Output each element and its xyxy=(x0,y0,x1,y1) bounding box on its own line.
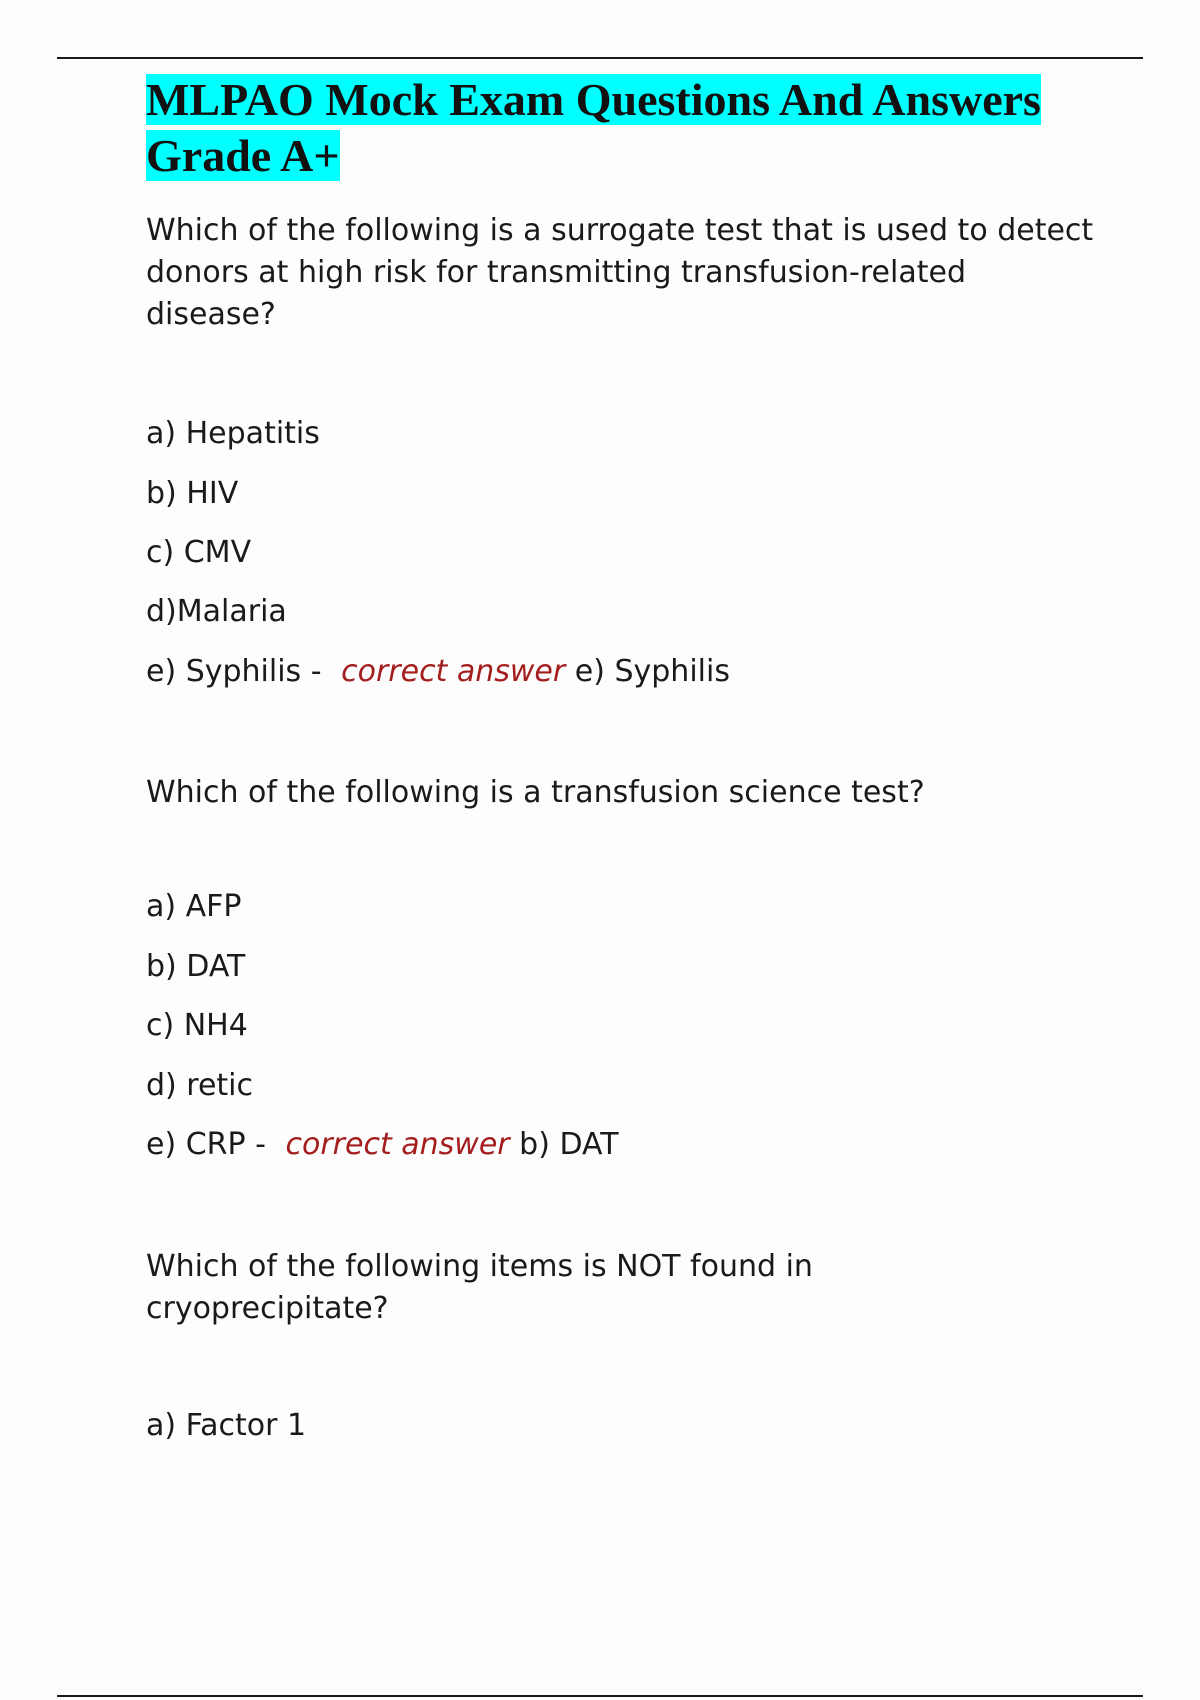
option-2b: b) DAT xyxy=(146,949,246,984)
option-1a: a) Hepatitis xyxy=(146,416,320,451)
option-1e-row xyxy=(146,652,730,692)
question-text-1: Which of the following is a surrogate test that is used to detect donors at high risk for transmitting transfusion-related disease? xyxy=(146,213,1094,332)
question-block-3 xyxy=(146,1246,906,1330)
top-rule xyxy=(57,57,1143,59)
correct-answer-2: b) DAT xyxy=(519,1127,619,1162)
option-2e-row xyxy=(146,1125,619,1165)
correct-answer-label-1: correct answer xyxy=(341,654,566,689)
option-3a: a) Factor 1 xyxy=(146,1408,307,1443)
title-highlight: MLPAO Mock Exam Questions And Answers Grade A+ xyxy=(146,74,1041,181)
option-2c: c) NH4 xyxy=(146,1008,248,1043)
correct-answer-1: e) Syphilis xyxy=(574,654,730,689)
bottom-rule xyxy=(57,1695,1143,1697)
correct-answer-label-2: correct answer xyxy=(285,1127,510,1162)
option-1b: b) HIV xyxy=(146,476,239,511)
option-1e: e) Syphilis - xyxy=(146,654,322,689)
question-block-1 xyxy=(146,210,1096,336)
question-text-2: Which of the following is a transfusion science test? xyxy=(146,775,925,810)
option-2d: d) retic xyxy=(146,1068,254,1103)
question-block-2 xyxy=(146,772,1096,814)
document-title xyxy=(146,72,1096,184)
document-body xyxy=(146,72,1096,1443)
question-text-3: Which of the following items is NOT found in cryoprecipitate? xyxy=(146,1249,813,1326)
option-2a: a) AFP xyxy=(146,889,242,924)
option-1d: d)Malaria xyxy=(146,594,287,629)
option-2e: e) CRP - xyxy=(146,1127,266,1162)
option-1c: c) CMV xyxy=(146,535,252,570)
